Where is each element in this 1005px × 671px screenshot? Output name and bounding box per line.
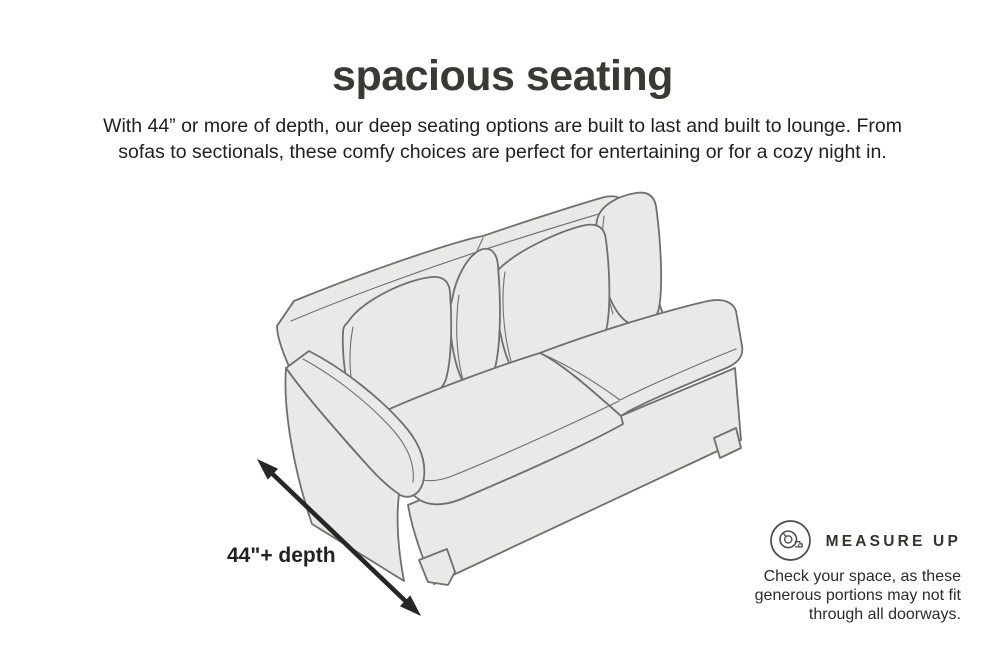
tape-measure-icon	[768, 518, 813, 563]
page-title: spacious seating	[332, 52, 673, 100]
measure-note-line-1: Check your space, as these	[763, 568, 961, 585]
measure-up-section	[701, 518, 961, 624]
measure-up-label: MEASURE UP	[825, 532, 961, 550]
intro-line-1: With 44” or more of depth, our deep seating options are built to last and built to lounge. From	[103, 115, 902, 137]
intro-line-2: sofas to sectionals, these comfy choices are perfect for entertaining or for a cozy night in.	[118, 140, 887, 163]
measure-up-header	[768, 518, 961, 563]
measure-note-line-2: generous portions may not fit	[754, 587, 961, 604]
depth-dimension-label: 44"+ depth	[227, 544, 336, 567]
measure-note-line-3: through all doorways.	[808, 606, 961, 623]
measure-up-note	[755, 567, 961, 624]
